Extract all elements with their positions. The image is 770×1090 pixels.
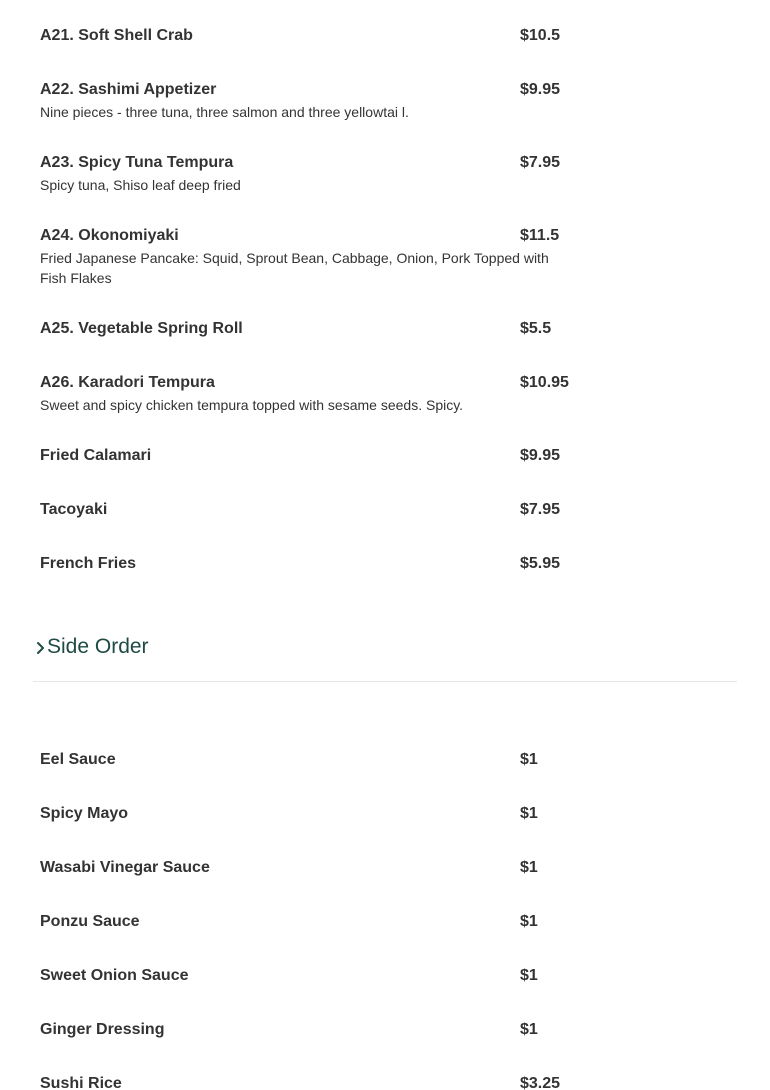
item-name: Sushi Rice — [40, 1075, 122, 1090]
appetizer-list — [40, 26, 740, 608]
menu-item[interactable] — [40, 804, 740, 858]
menu-item[interactable] — [40, 446, 740, 500]
menu-item[interactable] — [40, 226, 740, 319]
section-title: Side Order — [47, 635, 149, 658]
item-price: $10.5 — [520, 27, 561, 44]
item-name: A23. Spicy Tuna Tempura — [40, 154, 234, 171]
item-name: French Fries — [40, 555, 137, 572]
item-price: $1 — [520, 913, 538, 930]
item-price: $5.5 — [520, 320, 552, 337]
item-description: Sweet and spicy chicken tempura topped with sesame seeds. Spicy. — [40, 397, 464, 413]
item-price: $7.95 — [520, 501, 561, 518]
item-price: $3.25 — [520, 1075, 561, 1090]
item-price: $9.95 — [520, 447, 561, 464]
item-price: $1 — [520, 805, 538, 822]
menu-item[interactable] — [40, 912, 740, 966]
item-name: A22. Sashimi Appetizer — [40, 81, 217, 98]
menu-item[interactable] — [40, 153, 740, 226]
menu-item[interactable] — [40, 858, 740, 912]
item-price: $1 — [520, 751, 538, 768]
menu-item[interactable] — [40, 373, 740, 446]
menu-item[interactable] — [40, 80, 740, 153]
menu-item[interactable] — [40, 1074, 740, 1090]
menu-item[interactable] — [40, 554, 740, 608]
item-price: $1 — [520, 1021, 538, 1038]
item-name: Tacoyaki — [40, 501, 108, 518]
menu-item[interactable] — [40, 26, 740, 80]
item-name: A26. Karadori Tempura — [40, 374, 215, 391]
item-description: Fried Japanese Pancake: Squid, Sprout Bean, Cabbage, Onion, Pork Topped with Fish Flakes — [40, 250, 549, 286]
item-price: $9.95 — [520, 81, 561, 98]
item-price: $5.95 — [520, 555, 561, 572]
item-price: $11.5 — [520, 227, 560, 244]
menu-item[interactable] — [40, 319, 740, 373]
side-order-list — [40, 750, 740, 1090]
item-name: Ginger Dressing — [40, 1021, 165, 1038]
item-name: Sweet Onion Sauce — [40, 967, 189, 984]
item-price: $10.95 — [520, 374, 569, 391]
item-description: Spicy tuna, Shiso leaf deep fried — [40, 177, 241, 193]
chevron-right-icon — [35, 640, 47, 656]
item-name: Fried Calamari — [40, 447, 152, 464]
item-name: Wasabi Vinegar Sauce — [40, 859, 210, 876]
item-name: A21. Soft Shell Crab — [40, 27, 193, 44]
item-price: $7.95 — [520, 154, 561, 171]
item-name: Spicy Mayo — [40, 805, 129, 822]
item-name: A25. Vegetable Spring Roll — [40, 320, 243, 337]
item-description: Nine pieces - three tuna, three salmon and three yellowtai l. — [40, 104, 409, 120]
item-name: Ponzu Sauce — [40, 913, 140, 930]
item-price: $1 — [520, 859, 538, 876]
item-name: A24. Okonomiyaki — [40, 227, 179, 244]
section-header-side-order[interactable] — [33, 632, 737, 682]
item-name: Eel Sauce — [40, 751, 116, 768]
menu-item[interactable] — [40, 750, 740, 804]
menu-item[interactable] — [40, 966, 740, 1020]
item-price: $1 — [520, 967, 538, 984]
menu-item[interactable] — [40, 1020, 740, 1074]
menu-item[interactable] — [40, 500, 740, 554]
